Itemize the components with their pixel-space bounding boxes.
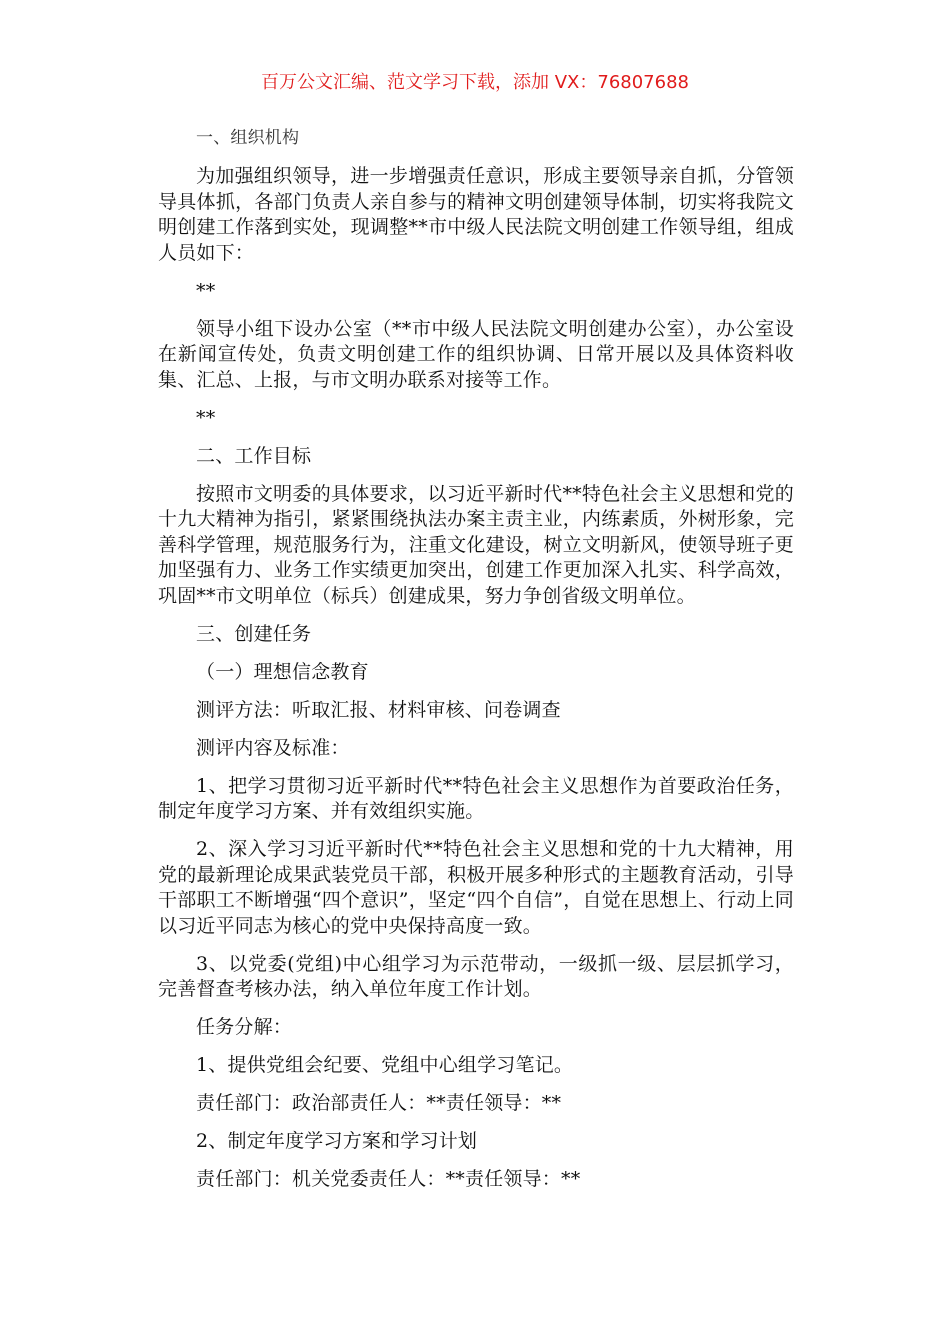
section-heading-tasks: 三、创建任务 <box>196 622 312 645</box>
paragraph-goals: 按照市文明委的具体要求，以习近平新时代**特色社会主义思想和党的十九大精神为指引，紧紧围绕执法办案主责主业，内练素质，外树形象，完善科学管理，规范服务行为，注重文化建设，树立文明新风，使领导班子更加坚强有力、业务工作实绩更加突出，创建工作更加深入扎实、科学高效，巩固**市文明单位（标兵）创建成果，努力争创省级文明单位。 <box>158 482 794 607</box>
document-body <box>158 126 794 1193</box>
task-item: 1、提供党组会纪要、党组中心组学习笔记。 <box>196 1054 574 1076</box>
paragraph-organization: 为加强组织领导，进一步增强责任意识，形成主要领导亲自抓，分管领导具体抓，各部门负责人亲自参与的精神文明创建领导体制，切实将我院文明创建工作落到实处，现调整**市中级人民法院文明创建工作领导组，组成人员如下： <box>158 165 794 264</box>
criteria-item: 3、以党委(党组)中心组学习为示范带动，一级抓一级、层层抓学习，完善督查考核办法，纳入单位年度工作计划。 <box>158 952 794 1000</box>
task-breakdown-heading: 任务分解： <box>196 1016 293 1038</box>
task-responsibility: 责任部门：政治部责任人：**责任领导：** <box>196 1092 562 1114</box>
section-heading-organization: 一、组织机构 <box>196 128 300 148</box>
placeholder-stars: ** <box>196 406 216 429</box>
watermark-text: 百万公文汇编、范文学习下载，添加 VX：76807688 <box>261 72 689 93</box>
section-heading-goals: 二、工作目标 <box>196 444 312 467</box>
task-responsibility: 责任部门：机关党委责任人：**责任领导：** <box>196 1168 581 1190</box>
evaluation-method: 测评方法：听取汇报、材料审核、问卷调查 <box>196 698 561 721</box>
subsection-heading-ideals: （一）理想信念教育 <box>196 660 369 683</box>
criteria-heading: 测评内容及标准： <box>196 736 350 759</box>
criteria-item: 2、深入学习习近平新时代**特色社会主义思想和党的十九大精神，用党的最新理论成果武装党员干部，积极开展多种形式的主题教育活动，引导干部职工不断增强“四个意识”，坚定“四个自信”，自觉在思想上、行动上同以习近平同志为核心的党中央保持高度一致。 <box>158 838 794 937</box>
paragraph-office: 领导小组下设办公室（**市中级人民法院文明创建办公室），办公室设在新闻宣传处，负责文明创建工作的组织协调、日常开展以及具体资料收集、汇总、上报，与市文明办联系对接等工作。 <box>158 317 794 391</box>
placeholder-stars: ** <box>196 279 216 302</box>
task-item: 2、制定年度学习方案和学习计划 <box>196 1130 478 1152</box>
criteria-item: 1、把学习贯彻习近平新时代**特色社会主义思想作为首要政治任务，制定年度学习方案、并有效组织实施。 <box>158 774 794 822</box>
